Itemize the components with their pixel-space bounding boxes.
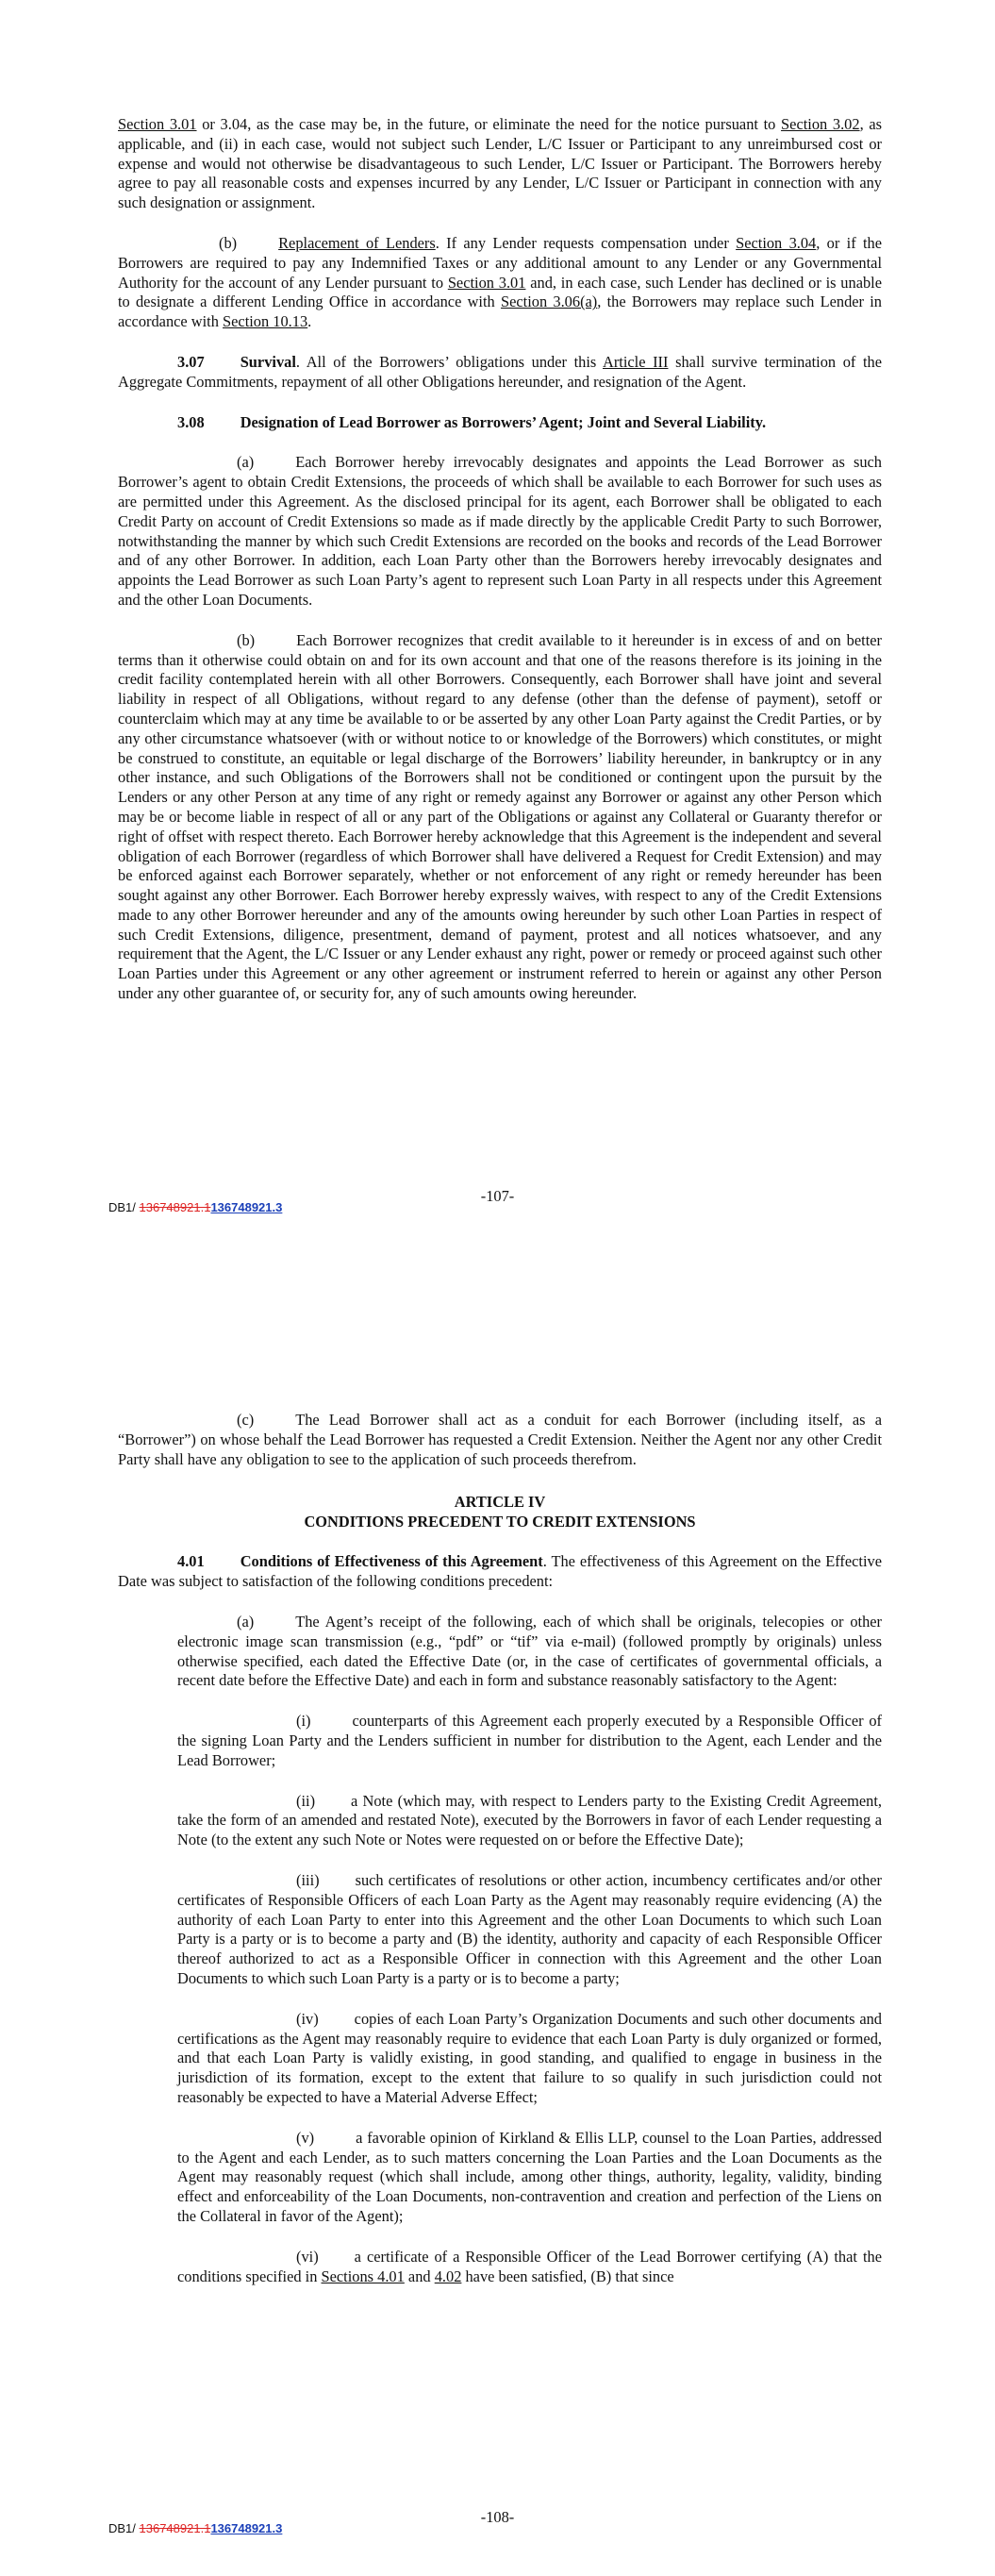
- page-107: [0, 0, 995, 1283]
- document-id-prefix: DB1/: [108, 1200, 140, 1214]
- document-id-inserted: 136748921.3: [210, 1200, 283, 1214]
- section-link-3-01: Section 3.01: [118, 115, 197, 133]
- section-title: Designation of Lead Borrower as Borrowers’ Agent; Joint and Several Liability.: [240, 412, 767, 431]
- document-id: [108, 2521, 282, 2535]
- article-number: ARTICLE IV: [454, 1493, 546, 1512]
- section-title: Survival: [240, 352, 296, 371]
- item-text: a Note (which may, with respect to Lenders party to the Existing Credit Agreement, take the form of an amended and restated Note), executed by the Borrowers in favor of each Lender requesting a Note (to the extent any such Note or Notes were requested on or before the Effective Date);: [177, 1791, 882, 1849]
- section-3-08a: [118, 453, 882, 610]
- section-4-01a-vi: [177, 2248, 882, 2287]
- article-iv-heading: [118, 1492, 882, 1531]
- section-3-08c: [118, 1411, 882, 1469]
- item-text: counterparts of this Agreement each properly executed by a Responsible Officer of the signing Loan Party and the Lenders sufficient in number for distribution to the Agent, each Lender and the Lead Borrower;: [177, 1712, 882, 1769]
- section-4-01a: [177, 1613, 882, 1691]
- item-number: (i): [296, 1712, 311, 1731]
- text-run: .: [307, 312, 312, 331]
- document-id-deleted: 136748921.1: [139, 2521, 211, 2535]
- item-text: such certificates of resolutions or other action, incumbency certificates and/or other certificates of Responsible Officers of each Loan Party as the Agent may reasonably require evidencing (A) the authority of each Loan Party to enter into this Agreement and the other Loan Documents to which such Loan Party is a party or is to become a party and (B) the identity, authority and capacity of each Responsible Officer thereof authorized to act as a Responsible Officer in connection with this Agreement and the other Loan Documents to which such Loan Party is a party or is to become a party;: [177, 1870, 882, 1987]
- document-id-inserted: 136748921.3: [210, 2521, 283, 2535]
- item-number: (iii): [296, 1870, 320, 1889]
- section-3-07: [118, 353, 882, 393]
- text-run: a certificate of a Responsible Officer of the Lead Borrower certifying (A) that the conditions specified in: [177, 2247, 882, 2285]
- section-link-3-02: Section 3.02: [781, 115, 860, 133]
- text-run: , or if the Borrowers are required to pay any Indemnified Taxes or any additional amount to any Lender or any Governmental Authority for the account of any Lender pursuant to: [118, 233, 882, 292]
- page-108: [0, 1283, 995, 2576]
- section-4-01a-i: [177, 1712, 882, 1770]
- item-number: (ii): [296, 1791, 316, 1810]
- section-4-01a-block: [177, 1613, 882, 2286]
- section-3-08b: [118, 631, 882, 1004]
- section-link-3-04: Section 3.04: [736, 233, 817, 252]
- clause-number: (a): [237, 1612, 255, 1631]
- section-number: 3.07: [177, 352, 205, 371]
- page-107-body: [118, 115, 882, 1004]
- clause-number: (a): [237, 453, 255, 472]
- section-4-01a-iii: [177, 1871, 882, 1989]
- section-link-3-01: Section 3.01: [447, 273, 526, 292]
- item-number: (v): [296, 2128, 315, 2147]
- text-run: , the Borrowers may replace such Lender in accordance with: [118, 293, 882, 331]
- document-id-deleted: 136748921.1: [139, 1200, 211, 1214]
- section-4-01: [118, 1552, 882, 1592]
- text-run: have been satisfied, (B) that since: [461, 2267, 674, 2285]
- text-run: and, in each case, such Lender has declined or is unable to designate a different Lending Office in accordance with: [118, 273, 882, 311]
- section-text: . The effectiveness of this Agreement on the Effective Date was subject to satisfaction of the following conditions precedent:: [118, 1552, 882, 1591]
- section-4-01a-ii: [177, 1792, 882, 1850]
- item-text: a favorable opinion of Kirkland & Ellis LLP, counsel to the Loan Parties, addressed to the Agent and each Lender, as to such matters concerning the Loan Parties and the Loan Documents as the Agent may reasonably request (which shall include, among other things, authority, legality, validity, binding effect and enforceability of the Loan Documents, non-contravention and creation and perfection of the Liens on the Collateral in favor of the Agent);: [177, 2128, 882, 2225]
- section-4-01a-v: [177, 2129, 882, 2227]
- section-title: Conditions of Effectiveness of this Agreement: [240, 1552, 543, 1571]
- clause-text: Each Borrower recognizes that credit available to it hereunder is in excess of and on better terms than it otherwise could obtain on and for its own account and that one of the reasons therefore is its joining in the credit facility contemplated herein with all other Borrowers. Consequently, each Borrower shall have joint and several liability in respect of all Obligations, without regard to any defense (other than the defense of payment), setoff or counterclaim which may at any time be available to or be asserted by any other Loan Party against the Credit Parties, or by any other circumstance whatsoever (with or without notice to or knowledge of the Borrowers) which constitutes, or might be construed to constitute, an equitable or legal discharge of the Borrowers’ liability hereunder, in bankruptcy or in any other instance, and such Obligations of the Borrowers shall not be conditioned or contingent upon the pursuit by the Lenders or any other Person at any time of any right or remedy against any Borrower or against any other Person which may be or become liable in respect of all or any part of the Obligations or against any Collateral or Guaranty therefor or right of offset with respect thereto. Each Borrower hereby acknowledge that this Agreement is the independent and several obligation of each Borrower (regardless of which Borrower shall have delivered a Request for Credit Extension) and may be enforced against each Borrower separately, whether or not enforcement of any right or remedy hereunder has been sought against any other Borrower. Each Borrower hereby expressly waives, with respect to any of the Credit Extensions made to any other Borrower hereunder and any of the amounts owing hereunder by such other Loan Parties in respect of such Credit Extensions, diligence, presentment, demand of payment, protest and all notices whatsoever, and any requirement that the Agent, the L/C Issuer or any Lender exhaust any right, power or remedy or proceed against such other Loan Parties under this Agreement or any other agreement or instrument referred to herein or against any other Person under any other guarantee of, or security for, any of such amounts owing hereunder.: [118, 630, 882, 1003]
- text-run: , as applicable, and (ii) in each case, would not subject such Lender, L/C Issuer or Participant to any unreimbursed cost or expense and would not otherwise be disadvantageous to such Lender, L/C Issuer or Participant. The Borrowers hereby agree to pay all reasonable costs and expenses incurred by any Lender, L/C Issuer or Participant in connection with any such designation or assignment.: [118, 115, 883, 212]
- page-number: -108-: [480, 2508, 515, 2526]
- paragraph-3-06b: [118, 234, 882, 332]
- item-number: (vi): [296, 2247, 319, 2266]
- clause-number: (b): [237, 630, 256, 649]
- section-3-08-heading: [118, 413, 882, 433]
- paragraph-3-06a-continuation: [118, 115, 882, 213]
- article-link-iii: Article III: [602, 352, 669, 371]
- article-title: CONDITIONS PRECEDENT TO CREDIT EXTENSIONS: [304, 1513, 696, 1531]
- clause-title: Replacement of Lenders: [278, 233, 436, 252]
- item-number: (iv): [296, 2009, 319, 2028]
- section-link-4-02: 4.02: [434, 2267, 462, 2285]
- text-run: shall survive termination of the Aggregate Commitments, repayment of all other Obligations hereunder, and resignation of the Agent.: [118, 352, 882, 391]
- item-text: copies of each Loan Party’s Organization Documents and such other documents and certifications as the Agent may reasonably require to evidence that each Loan Party is duly organized or formed, and that each Loan Party is validly existing, in good standing, and qualified to engage in business in the jurisdiction of its formation, except to the extent that failure to so qualify in such jurisdiction could not reasonably be expected to have a Material Adverse Effect;: [177, 2009, 882, 2106]
- clause-number: (c): [237, 1411, 255, 1429]
- section-4-01a-iv: [177, 2010, 882, 2108]
- text-run: . All of the Borrowers’ obligations under this: [295, 352, 603, 371]
- text-run: and: [404, 2267, 435, 2285]
- section-number: 4.01: [177, 1552, 205, 1571]
- section-link-4-01: Sections 4.01: [321, 2267, 405, 2285]
- section-link-3-06a: Section 3.06(a): [500, 293, 598, 311]
- text-run: or 3.04, as the case may be, in the future, or eliminate the need for the notice pursuant to: [196, 115, 782, 133]
- section-link-10-13: Section 10.13: [223, 312, 308, 331]
- text-run: . If any Lender requests compensation under: [435, 233, 737, 252]
- clause-text: Each Borrower hereby irrevocably designates and appoints the Lead Borrower as such Borrower’s agent to obtain Credit Extensions, the proceeds of which shall be available to each Borrower for such uses as are permitted under this Agreement. As the disclosed principal for its agent, each Borrower shall be obligated to each Credit Party on account of Credit Extensions so made as if made directly by the applicable Credit Party to such Borrower, notwithstanding the manner by which such Credit Extensions are recorded on the books and records of the Lead Borrower and of any other Borrower. In addition, each Loan Party other than the Borrowers hereby irrevocably designates and appoints the Lead Borrower as such Loan Party’s agent to represent such Loan Party in all respects under this Agreement and the other Loan Documents.: [118, 453, 882, 609]
- document-id-prefix: DB1/: [108, 2521, 140, 2535]
- section-number: 3.08: [177, 412, 205, 431]
- clause-number: (b): [219, 233, 238, 252]
- clause-text: The Lead Borrower shall act as a conduit for each Borrower (including itself, as a “Borrower”) on whose behalf the Lead Borrower has requested a Credit Extension. Neither the Agent nor any other Credit Party shall have any obligation to see to the application of such proceeds therefrom.: [118, 1411, 882, 1468]
- document-id: [108, 1200, 282, 1214]
- clause-text: The Agent’s receipt of the following, each of which shall be originals, telecopies or other electronic image scan transmission (e.g., “pdf” or “tif” via e-mail) (followed promptly by originals) unless otherwise specified, each dated the Effective Date (or, in the case of certificates of governmental officials, a recent date before the Effective Date) and each in form and substance reasonably satisfactory to the Agent:: [177, 1612, 882, 1690]
- page-number: -107-: [480, 1187, 515, 1205]
- page-108-body: [118, 1411, 882, 2286]
